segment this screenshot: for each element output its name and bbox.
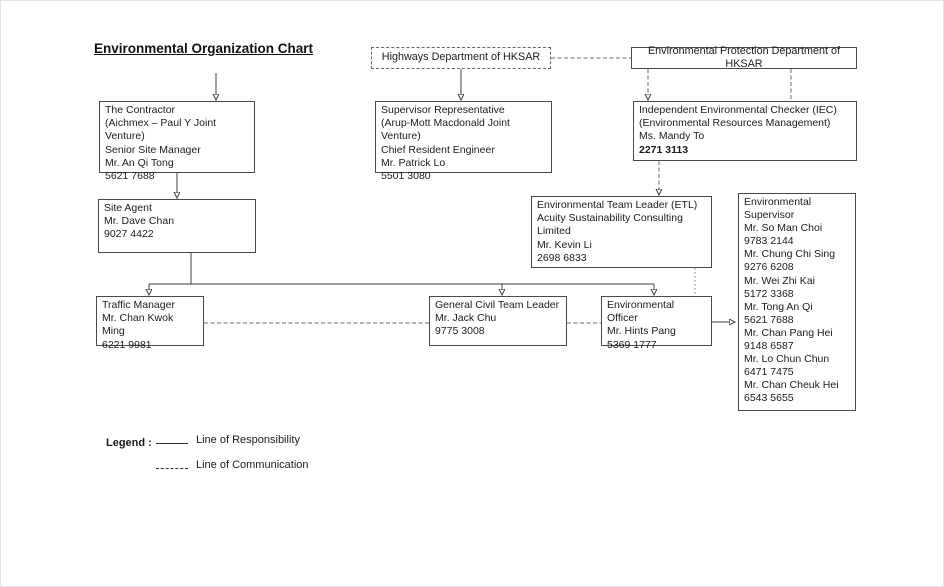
text-line: (Environmental Resources Management)	[639, 117, 831, 130]
text-line: Environmental Officer	[607, 299, 675, 325]
dashed-line-sample	[156, 468, 188, 469]
text-line: Mr. Jack Chu	[435, 312, 497, 325]
text-line: 9775 3008	[435, 325, 485, 338]
text-line: 5621 7688	[744, 313, 794, 326]
box-environmental-supervisor	[738, 193, 856, 411]
text-line: Mr. Chan Pang Hei	[744, 326, 833, 339]
box-highways-department	[371, 47, 551, 69]
text-line-phone: 2271 3113	[639, 143, 689, 156]
text-line: Site Agent	[104, 202, 152, 214]
text-line: 5501 3080	[381, 170, 431, 183]
text-line: 9783 2144	[744, 235, 794, 248]
text-line: Highways Department of HKSAR	[381, 51, 541, 64]
text-line: 5621 7688	[105, 170, 155, 183]
text-line: Mr. Hints Pang	[607, 325, 676, 338]
text-line: Independent Environmental Checker (IEC)	[639, 104, 837, 116]
text-line: Limited	[537, 225, 571, 238]
text-line: Mr. Dave Chan	[104, 215, 175, 228]
box-general-civil-team-leader	[429, 296, 567, 346]
box-environmental-officer	[601, 296, 712, 351]
box-environmental-team-leader	[531, 196, 712, 268]
text-line: Supervisor	[744, 209, 795, 222]
text-line: Environmental Team Leader (ETL)	[537, 199, 698, 211]
legend-row-responsibility	[156, 434, 300, 446]
text-line: Mr. Wei Zhi Kai	[744, 274, 815, 287]
text-line: General Civil Team Leader	[435, 299, 560, 311]
box-independent-environmental-checker	[633, 101, 857, 161]
box-supervisor-representative	[375, 101, 552, 183]
text-line: Environmental Protection Department of HKSAR	[647, 44, 841, 70]
box-traffic-manager	[96, 296, 204, 351]
text-line: Mr. An Qi Tong	[105, 156, 174, 169]
text-line: Traffic Manager	[102, 299, 175, 311]
text-line: Mr. So Man Choi	[744, 222, 823, 235]
text-line: 9276 6208	[744, 261, 794, 274]
box-site-agent	[98, 199, 256, 253]
text-line: Acuity Sustainability Consulting	[537, 212, 683, 225]
text-line: Mr. Tong An Qi	[744, 300, 813, 313]
text-line: Supervisor Representative	[381, 104, 505, 116]
text-line: 6471 7475	[744, 366, 794, 379]
legend-text: Line of Communication	[196, 459, 309, 471]
text-line: 9027 4422	[104, 228, 154, 241]
text-line: Senior Site Manager	[105, 143, 201, 156]
text-line: Mr. Lo Chun Chun	[744, 353, 830, 366]
text-line: 5172 3368	[744, 287, 794, 300]
text-line: 2698 6833	[537, 251, 587, 264]
text-line: Ms. Mandy To	[639, 130, 705, 143]
text-line: Mr. Chung Chi Sing	[744, 248, 836, 261]
text-line: 6221 9981	[102, 338, 152, 351]
text-line: Chief Resident Engineer	[381, 143, 495, 156]
text-line: Mr. Patrick Lo	[381, 156, 446, 169]
box-environmental-protection-department	[631, 44, 857, 70]
text-line: The Contractor	[105, 104, 176, 116]
text-line: 9148 6587	[744, 340, 794, 353]
text-line: (Arup-Mott Macdonald Joint Venture)	[381, 117, 510, 143]
legend-row-communication	[156, 459, 309, 471]
text-line: (Aichmex – Paul Y Joint Venture)	[105, 117, 217, 143]
legend-label: Legend :	[106, 437, 152, 449]
page-title: Environmental Organization Chart	[94, 41, 314, 56]
text-line: Mr. Chan Cheuk Hei	[744, 379, 839, 392]
legend-text: Line of Responsibility	[196, 434, 300, 446]
box-contractor	[99, 101, 255, 183]
text-line: 6543 5655	[744, 392, 794, 405]
solid-line-sample	[156, 443, 188, 444]
text-line: Mr. Kevin Li	[537, 238, 592, 251]
text-line: Mr. Chan Kwok Ming	[102, 312, 174, 338]
text-line: Environmental	[744, 196, 812, 208]
text-line: 5369 1777	[607, 338, 657, 351]
